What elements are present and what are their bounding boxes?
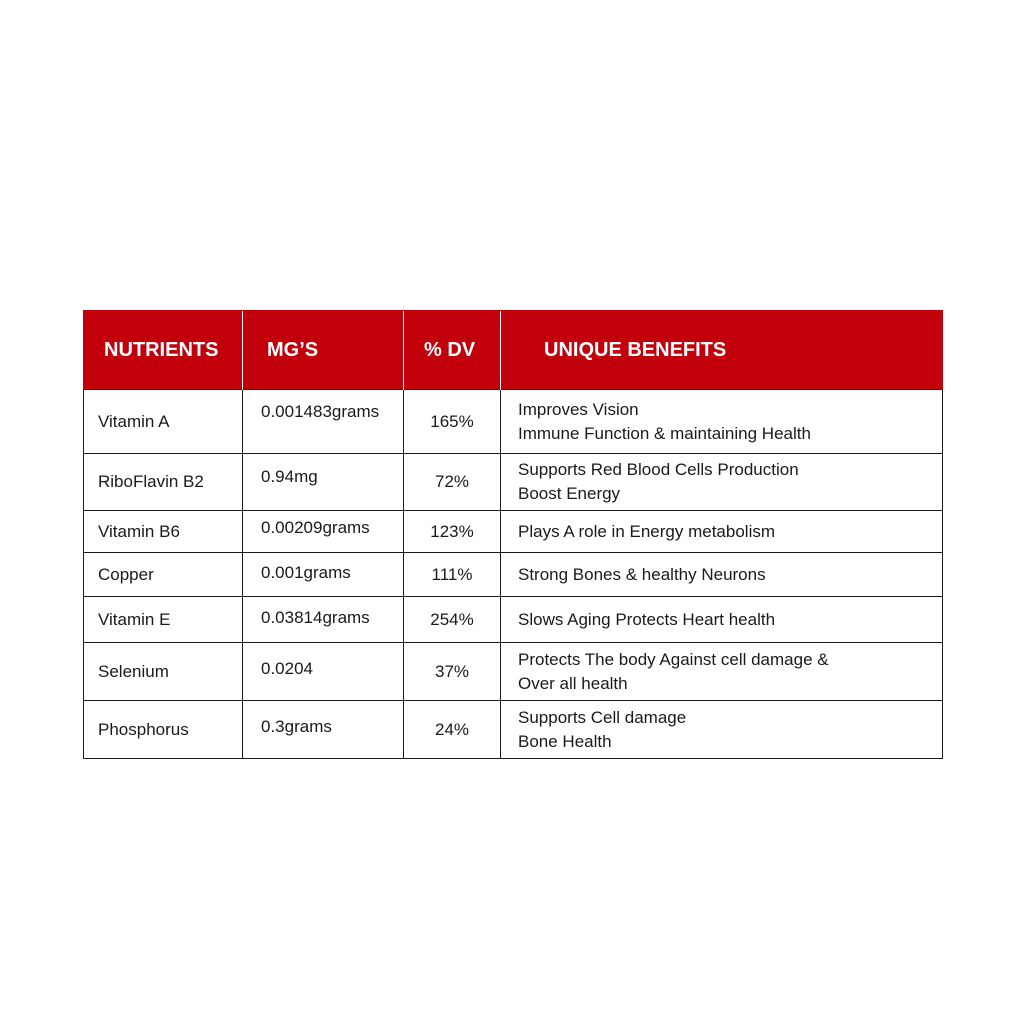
nutrient-table <box>83 310 943 759</box>
nutrient-benefits <box>501 390 943 454</box>
benefit-line: Strong Bones & healthy Neurons <box>518 564 766 584</box>
nutrient-amount: 0.001grams <box>243 553 404 597</box>
nutrient-amount: 0.3grams <box>243 701 404 759</box>
column-header-benefits: UNIQUE BENEFITS <box>501 311 943 390</box>
benefit-line: Supports Cell damage <box>518 707 687 727</box>
daily-value: 37% <box>404 643 501 701</box>
nutrient-name: Vitamin E <box>84 597 243 643</box>
nutrient-name: Phosphorus <box>84 701 243 759</box>
column-header-nutrients: NUTRIENTS <box>84 311 243 390</box>
nutrient-name: Selenium <box>84 643 243 701</box>
daily-value: 72% <box>404 454 501 511</box>
nutrient-benefits <box>501 511 943 553</box>
nutrient-amount: 0.94mg <box>243 454 404 511</box>
nutrient-benefits <box>501 643 943 701</box>
table-header-row <box>84 311 943 390</box>
benefit-line: Boost Energy <box>518 484 621 503</box>
table-row <box>84 597 943 643</box>
benefit-line: Over all health <box>518 673 628 693</box>
daily-value: 123% <box>404 511 501 553</box>
nutrient-name: Vitamin A <box>84 390 243 454</box>
daily-value: 254% <box>404 597 501 643</box>
nutrient-name: Copper <box>84 553 243 597</box>
daily-value: 24% <box>404 701 501 759</box>
table-row <box>84 454 943 511</box>
daily-value: 111% <box>404 553 501 597</box>
column-header-dv: % DV <box>404 311 501 390</box>
table-row <box>84 553 943 597</box>
benefit-line: Protects The body Against cell damage & <box>518 649 829 669</box>
nutrient-amount: 0.001483grams <box>243 390 404 454</box>
benefit-line: Supports Red Blood Cells Production <box>518 460 799 479</box>
nutrient-amount: 0.0204 <box>243 643 404 701</box>
daily-value: 165% <box>404 390 501 454</box>
nutrient-benefits <box>501 701 943 759</box>
table-row <box>84 390 943 454</box>
table-row <box>84 511 943 553</box>
table-row <box>84 701 943 759</box>
column-header-mgs: MG’S <box>243 311 404 390</box>
benefit-line: Immune Function & maintaining Health <box>518 423 811 443</box>
nutrient-amount: 0.00209grams <box>243 511 404 553</box>
nutrient-benefits <box>501 553 943 597</box>
benefit-line: Slows Aging Protects Heart health <box>518 609 776 629</box>
nutrient-benefits <box>501 454 943 511</box>
table-row <box>84 643 943 701</box>
nutrient-name: RiboFlavin B2 <box>84 454 243 511</box>
benefit-line: Bone Health <box>518 731 612 751</box>
nutrient-benefits <box>501 597 943 643</box>
nutrient-amount: 0.03814grams <box>243 597 404 643</box>
nutrient-name: Vitamin B6 <box>84 511 243 553</box>
benefit-line: Plays A role in Energy metabolism <box>518 521 776 541</box>
benefit-line: Improves Vision <box>518 399 639 419</box>
